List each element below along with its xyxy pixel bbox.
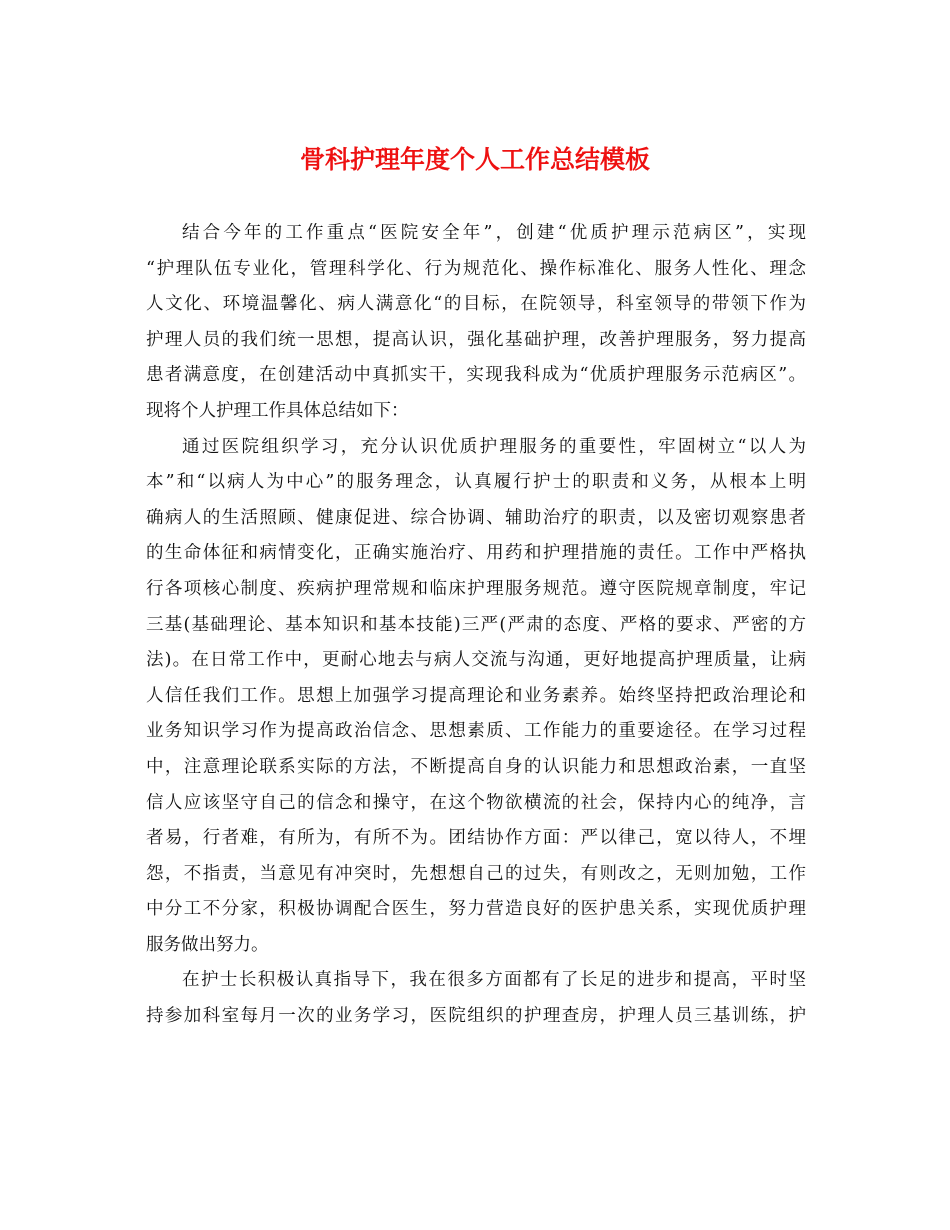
paragraph-line: 的生命体征和病情变化，正确实施治疗、用药和护理措施的责任。工作中严格执: [146, 543, 806, 564]
paragraph-line: 服务做出努力。: [146, 934, 269, 955]
paragraph-line: 确病人的生活照顾、健康促进、综合协调、辅助治疗的职责，以及密切观察患者: [146, 507, 806, 528]
paragraph-line: 信人应该坚守自己的信念和操守，在这个物欲横流的社会，保持内心的纯净，言: [146, 792, 806, 813]
paragraph-line: 业务知识学习作为提高政治信念、思想素质、工作能力的重要途径。在学习过程: [146, 721, 806, 742]
paragraph: [146, 216, 806, 430]
paragraph-line: 护理人员的我们统一思想，提高认识，强化基础护理，改善护理服务，努力提高: [146, 329, 806, 350]
paragraph-line: “护理队伍专业化，管理科学化、行为规范化、操作标准化、服务人性化、理念: [146, 258, 806, 279]
paragraph-line: 持参加科室每月一次的业务学习，医院组织的护理查房，护理人员三基训练，护: [146, 1006, 806, 1027]
paragraph-line: 通过医院组织学习，充分认识优质护理服务的重要性，牢固树立“以人为: [182, 436, 806, 457]
paragraph-line: 三基(基础理论、基本知识和基本技能)三严(严肃的态度、严格的要求、严密的方: [146, 614, 806, 635]
paragraph-line: 在护士长积极认真指导下，我在很多方面都有了长足的进步和提高，平时坚: [182, 970, 806, 991]
paragraph-line: 人文化、环境温馨化、病人满意化“的目标，在院领导，科室领导的带领下作为: [146, 294, 806, 315]
paragraph-line: 者易，行者难，有所为，有所不为。团结协作方面：严以律己，宽以待人，不埋: [146, 828, 806, 849]
paragraph-line: 结合今年的工作重点“医院安全年”，创建“优质护理示范病区”，实现: [182, 223, 806, 243]
paragraph: [146, 963, 806, 1034]
paragraph-line: 现将个人护理工作具体总结如下：: [146, 400, 409, 421]
paragraph-line: 本”和“以病人为中心”的服务理念，认真履行护士的职责和义务，从根本上明: [146, 472, 806, 493]
document-title: 骨科护理年度个人工作总结模板: [299, 145, 650, 174]
paragraph-line: 法)。在日常工作中，更耐心地去与病人交流与沟通，更好地提高护理质量，让病: [146, 650, 806, 671]
paragraph-line: 患者满意度，在创建活动中真抓实干，实现我科成为“优质护理服务示范病区”。: [146, 365, 806, 386]
paragraph: [146, 430, 806, 964]
paragraph-line: 中，注意理论联系实际的方法，不断提高自身的认识能力和思想政治素，一直坚: [146, 756, 806, 777]
paragraph-line: 中分工不分家，积极协调配合医生，努力营造良好的医护患关系，实现优质护理: [146, 899, 806, 920]
paragraph-line: 怨，不指责，当意见有冲突时，先想想自己的过失，有则改之，无则加勉，工作: [146, 863, 806, 884]
document-body: [146, 216, 806, 1035]
paragraph-line: 行各项核心制度、疾病护理常规和临床护理服务规范。遵守医院规章制度，牢记: [146, 578, 806, 599]
paragraph-line: 人信任我们工作。思想上加强学习提高理论和业务素养。始终坚持把政治理论和: [146, 685, 806, 706]
